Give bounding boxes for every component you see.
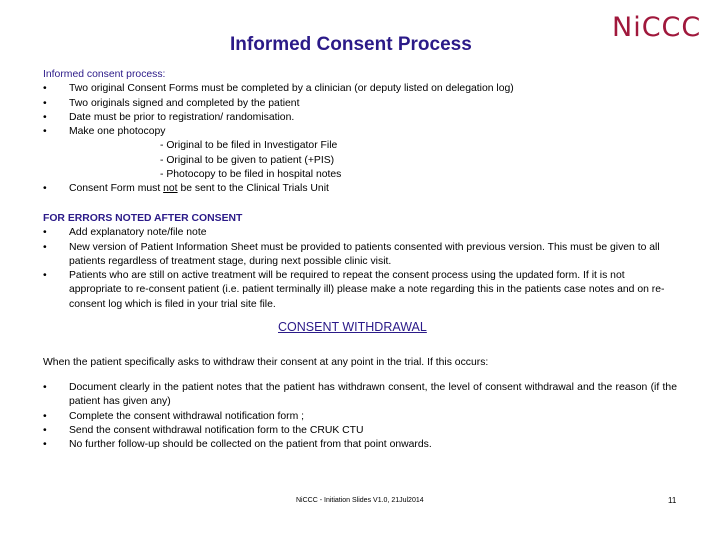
errors-heading: FOR ERRORS NOTED AFTER CONSENT	[43, 213, 243, 224]
bullet: •	[43, 241, 47, 253]
error-item-2: New version of Patient Information Sheet must be provided to patients consented with previous version. This must be given to all patients regardless of treatment stage, during next possible clinic visit.	[69, 241, 660, 267]
bullet: •	[43, 126, 47, 138]
withdrawal-item-4: No further follow-up should be collected on the patient from that point onwards.	[69, 439, 432, 451]
bullet: •	[43, 424, 47, 436]
error-item-3: Patients who are still on active treatment will be required to repeat the consent process using the updated form. If it is not appropriate to re-consent patient (i.e. patient terminally ill) please make a note regarding this in the patients case notes and on re- consent log which is filed in your trial site file.	[69, 270, 665, 310]
photocopy-subitem-2: - Original to be given to patient (+PIS)	[160, 154, 335, 166]
list-item	[43, 241, 677, 270]
slide-title: Informed Consent Process	[230, 34, 472, 55]
list-item	[43, 424, 677, 438]
list-item	[43, 438, 677, 452]
consent-item-4: Make one photocopy	[69, 126, 166, 138]
photocopy-subitem-3: - Photocopy to be filed in hospital notes	[160, 169, 342, 181]
list-item	[43, 125, 663, 139]
list-item	[43, 111, 663, 125]
footer-text: NiCCC - Initiation Slides V1.0, 21Jul2014	[296, 497, 424, 504]
list-item	[43, 182, 663, 196]
bullet: •	[43, 410, 47, 422]
photocopy-subitem-1: - Original to be filed in Investigator File	[160, 140, 338, 152]
list-item	[43, 82, 663, 96]
bullet: •	[43, 382, 47, 393]
list-item	[43, 226, 677, 240]
bullet: •	[43, 183, 47, 195]
consent-item-3: Date must be prior to registration/ randomisation.	[69, 111, 295, 123]
bullet: •	[43, 83, 47, 95]
withdrawal-list	[43, 381, 677, 452]
error-item-1: Add explanatory note/file note	[69, 227, 207, 239]
bullet: •	[43, 439, 47, 451]
withdrawal-item-1: Document clearly in the patient notes that the patient has withdrawn consent, the level of consent withdrawal and the reason (if the patient has given any)	[69, 382, 677, 408]
withdrawal-intro: When the patient specifically asks to withdraw their consent at any point in the trial. If this occurs:	[43, 357, 489, 368]
bullet: •	[43, 270, 47, 282]
withdrawal-item-2: Complete the consent withdrawal notification form ;	[69, 410, 305, 422]
withdrawal-title: CONSENT WITHDRAWAL	[278, 320, 427, 334]
consent-heading: Informed consent process:	[43, 69, 166, 80]
consent-section	[43, 68, 663, 197]
consent-item-5	[69, 182, 663, 196]
consent-item-2: Two originals signed and completed by the patient	[69, 97, 300, 109]
last-item-before: Consent Form must	[69, 183, 164, 195]
errors-section	[43, 212, 677, 312]
list-item	[43, 410, 677, 424]
last-item-emphasis: not	[163, 183, 178, 195]
list-item	[43, 381, 677, 410]
list-item	[43, 97, 663, 111]
bullet: •	[43, 97, 47, 109]
withdrawal-item-3: Send the consent withdrawal notification form to the CRUK CTU	[69, 424, 364, 436]
last-item-after: be sent to the Clinical Trials Unit	[177, 183, 329, 195]
consent-item-1: Two original Consent Forms must be completed by a clinician (or deputy listed on delegation log)	[69, 83, 514, 95]
list-item	[43, 269, 677, 312]
page-number: 11	[668, 496, 677, 505]
bullet: •	[43, 227, 47, 239]
niccc-logo: NiCCC	[612, 12, 702, 43]
bullet: •	[43, 111, 47, 123]
